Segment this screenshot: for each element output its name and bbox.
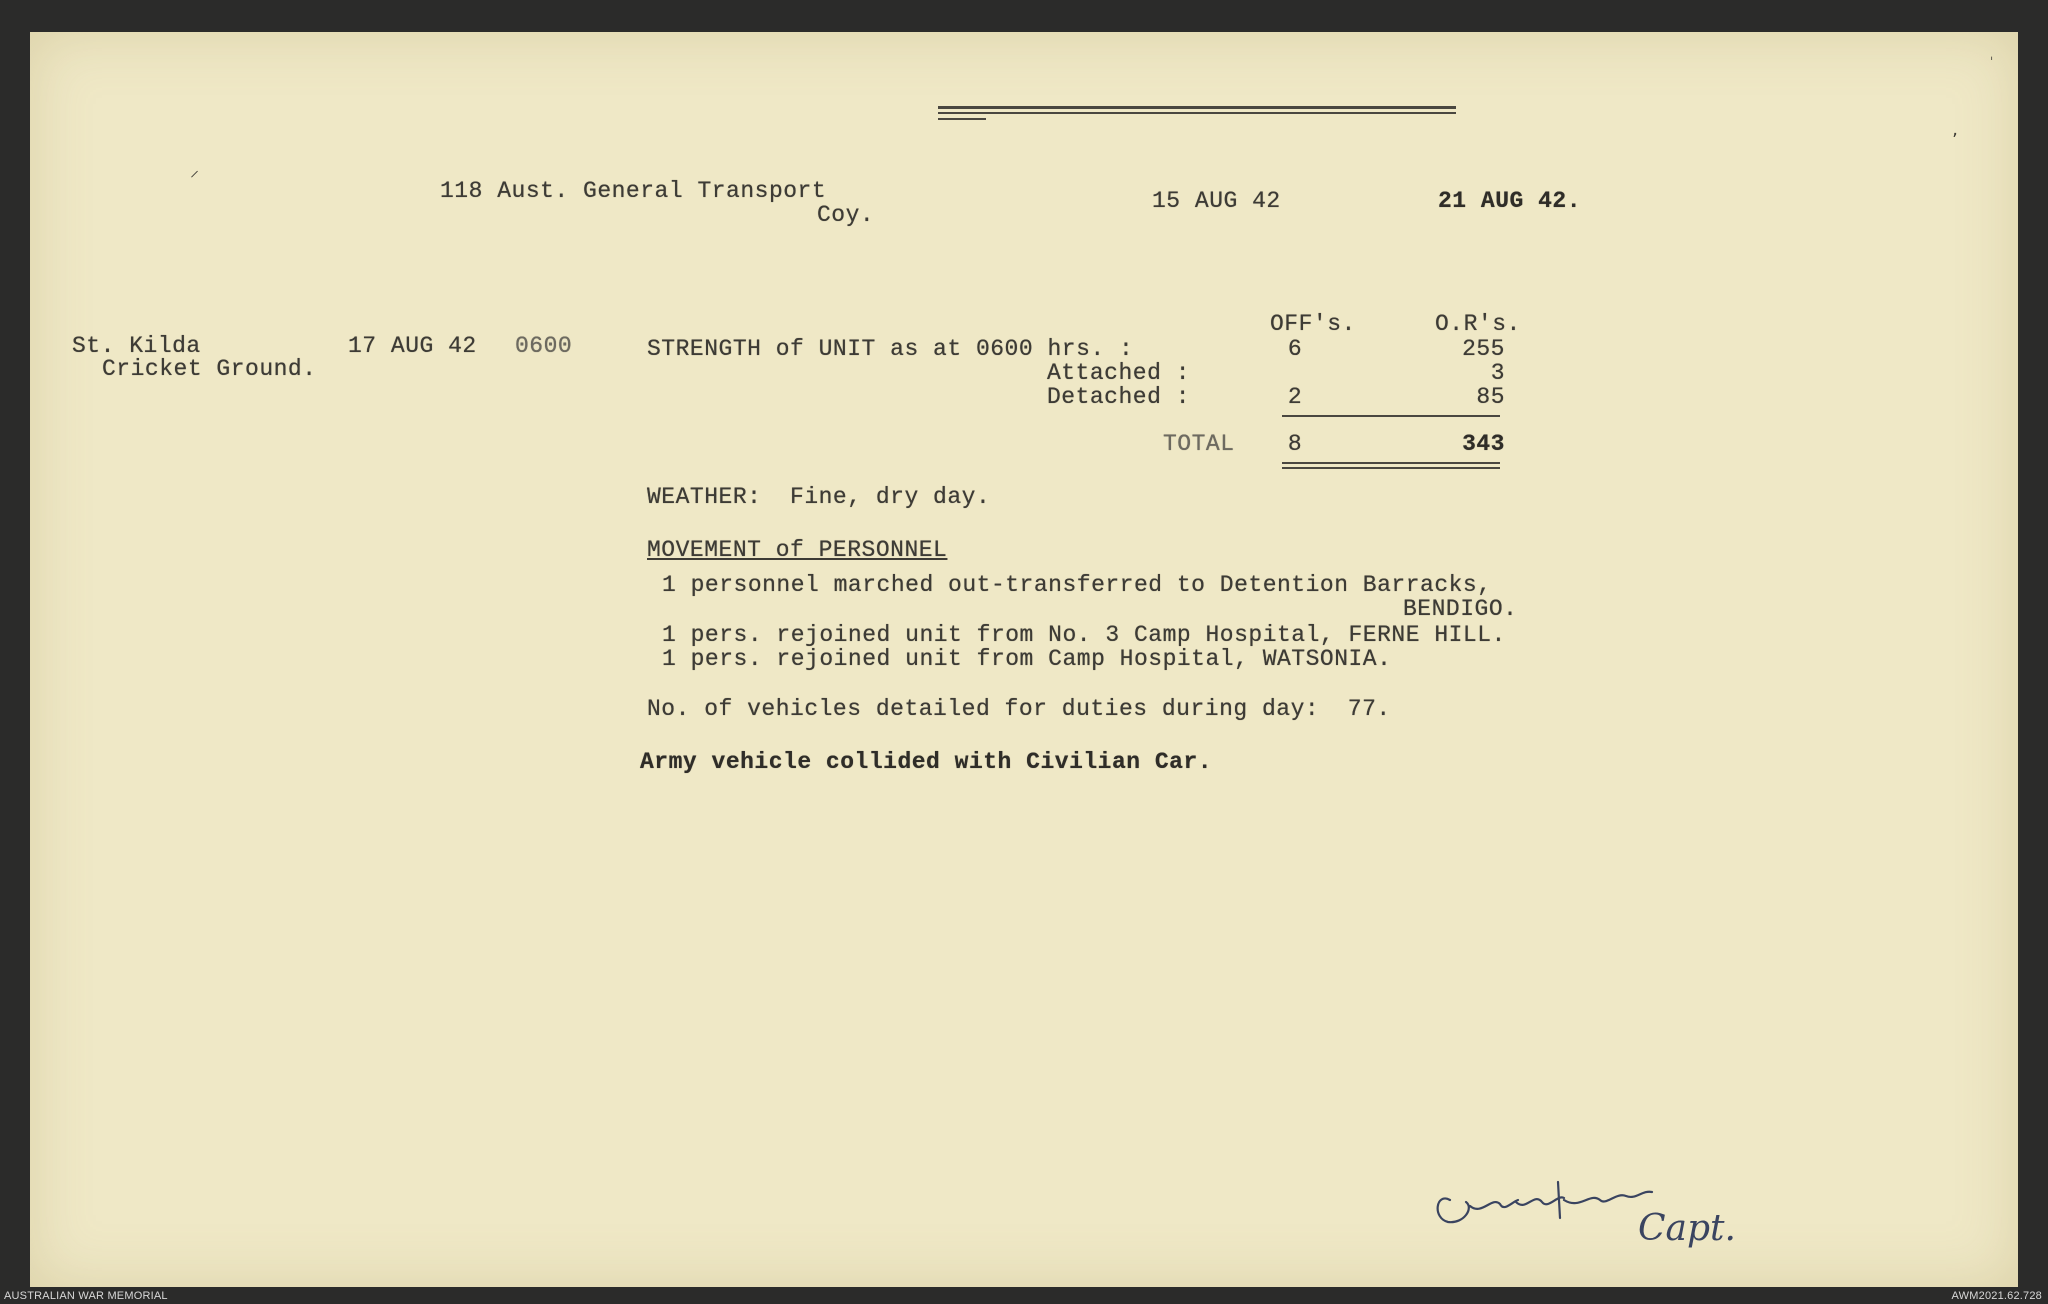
- entry-place-cont: Cricket Ground.: [102, 356, 317, 382]
- header-rule: [938, 112, 1456, 114]
- movement-line: 1 pers. rejoined unit from Camp Hospital, WATSONIA.: [662, 646, 1392, 672]
- header-rule: [938, 118, 986, 120]
- strength-row-label: STRENGTH of UNIT as at 0600 hrs. :: [647, 336, 1134, 362]
- total-label: TOTAL: [1163, 431, 1235, 457]
- entry-time: 0600: [515, 333, 573, 359]
- detached-row-ors: 85: [1476, 384, 1505, 410]
- strength-row-offrs: 6: [1287, 336, 1303, 362]
- entry-date: 17 AUG 42: [348, 333, 477, 359]
- movement-line: 1 pers. rejoined unit from No. 3 Camp Hospital, FERNE HILL.: [662, 622, 1506, 648]
- movement-line: 1 personnel marched out-transferred to Detention Barracks,: [662, 572, 1492, 598]
- movement-line-cont: BENDIGO.: [1403, 596, 1518, 622]
- ink-speck: ʼ: [1952, 130, 1958, 151]
- total-double-rule: [1282, 462, 1500, 464]
- movement-heading: MOVEMENT of PERSONNEL: [647, 537, 948, 563]
- offrs-column-header: OFF's.: [1270, 311, 1356, 337]
- ors-column-header: O.R's.: [1435, 311, 1521, 337]
- total-double-rule: [1282, 467, 1500, 469]
- attached-row-ors: 3: [1490, 360, 1505, 386]
- signature-rank: Capt.: [1638, 1208, 1736, 1249]
- entry-place: St. Kilda: [72, 333, 201, 359]
- footer-accession-number: AWM2021.62.728: [1951, 1290, 2042, 1302]
- strength-row-ors: 255: [1462, 336, 1505, 362]
- weather-note: WEATHER: Fine, dry day.: [647, 484, 991, 510]
- vehicles-note: No. of vehicles detailed for duties during day: 77.: [647, 696, 1391, 722]
- ink-speck: ˌ: [1990, 47, 1994, 61]
- document-page: [30, 32, 2018, 1287]
- period-end-date: 21 AUG 42.: [1438, 188, 1582, 214]
- total-ors: 343: [1462, 431, 1505, 457]
- total-offrs: 8: [1287, 431, 1303, 457]
- detached-row-offrs: 2: [1287, 384, 1303, 410]
- unit-name-cont: Coy.: [817, 202, 875, 228]
- period-start-date: 15 AUG 42: [1152, 188, 1281, 214]
- incident-note: Army vehicle collided with Civilian Car.: [640, 749, 1213, 775]
- footer-credit: AUSTRALIAN WAR MEMORIAL: [4, 1290, 168, 1302]
- unit-name: 118 Aust. General Transport: [440, 178, 827, 204]
- handwritten-signature: [1430, 1162, 1810, 1272]
- subtotal-rule: [1282, 415, 1500, 417]
- attached-row-label: Attached :: [1046, 360, 1190, 386]
- detached-row-label: Detached :: [1046, 384, 1190, 410]
- ink-speck: ⸝: [190, 160, 199, 181]
- header-rule: [938, 106, 1456, 109]
